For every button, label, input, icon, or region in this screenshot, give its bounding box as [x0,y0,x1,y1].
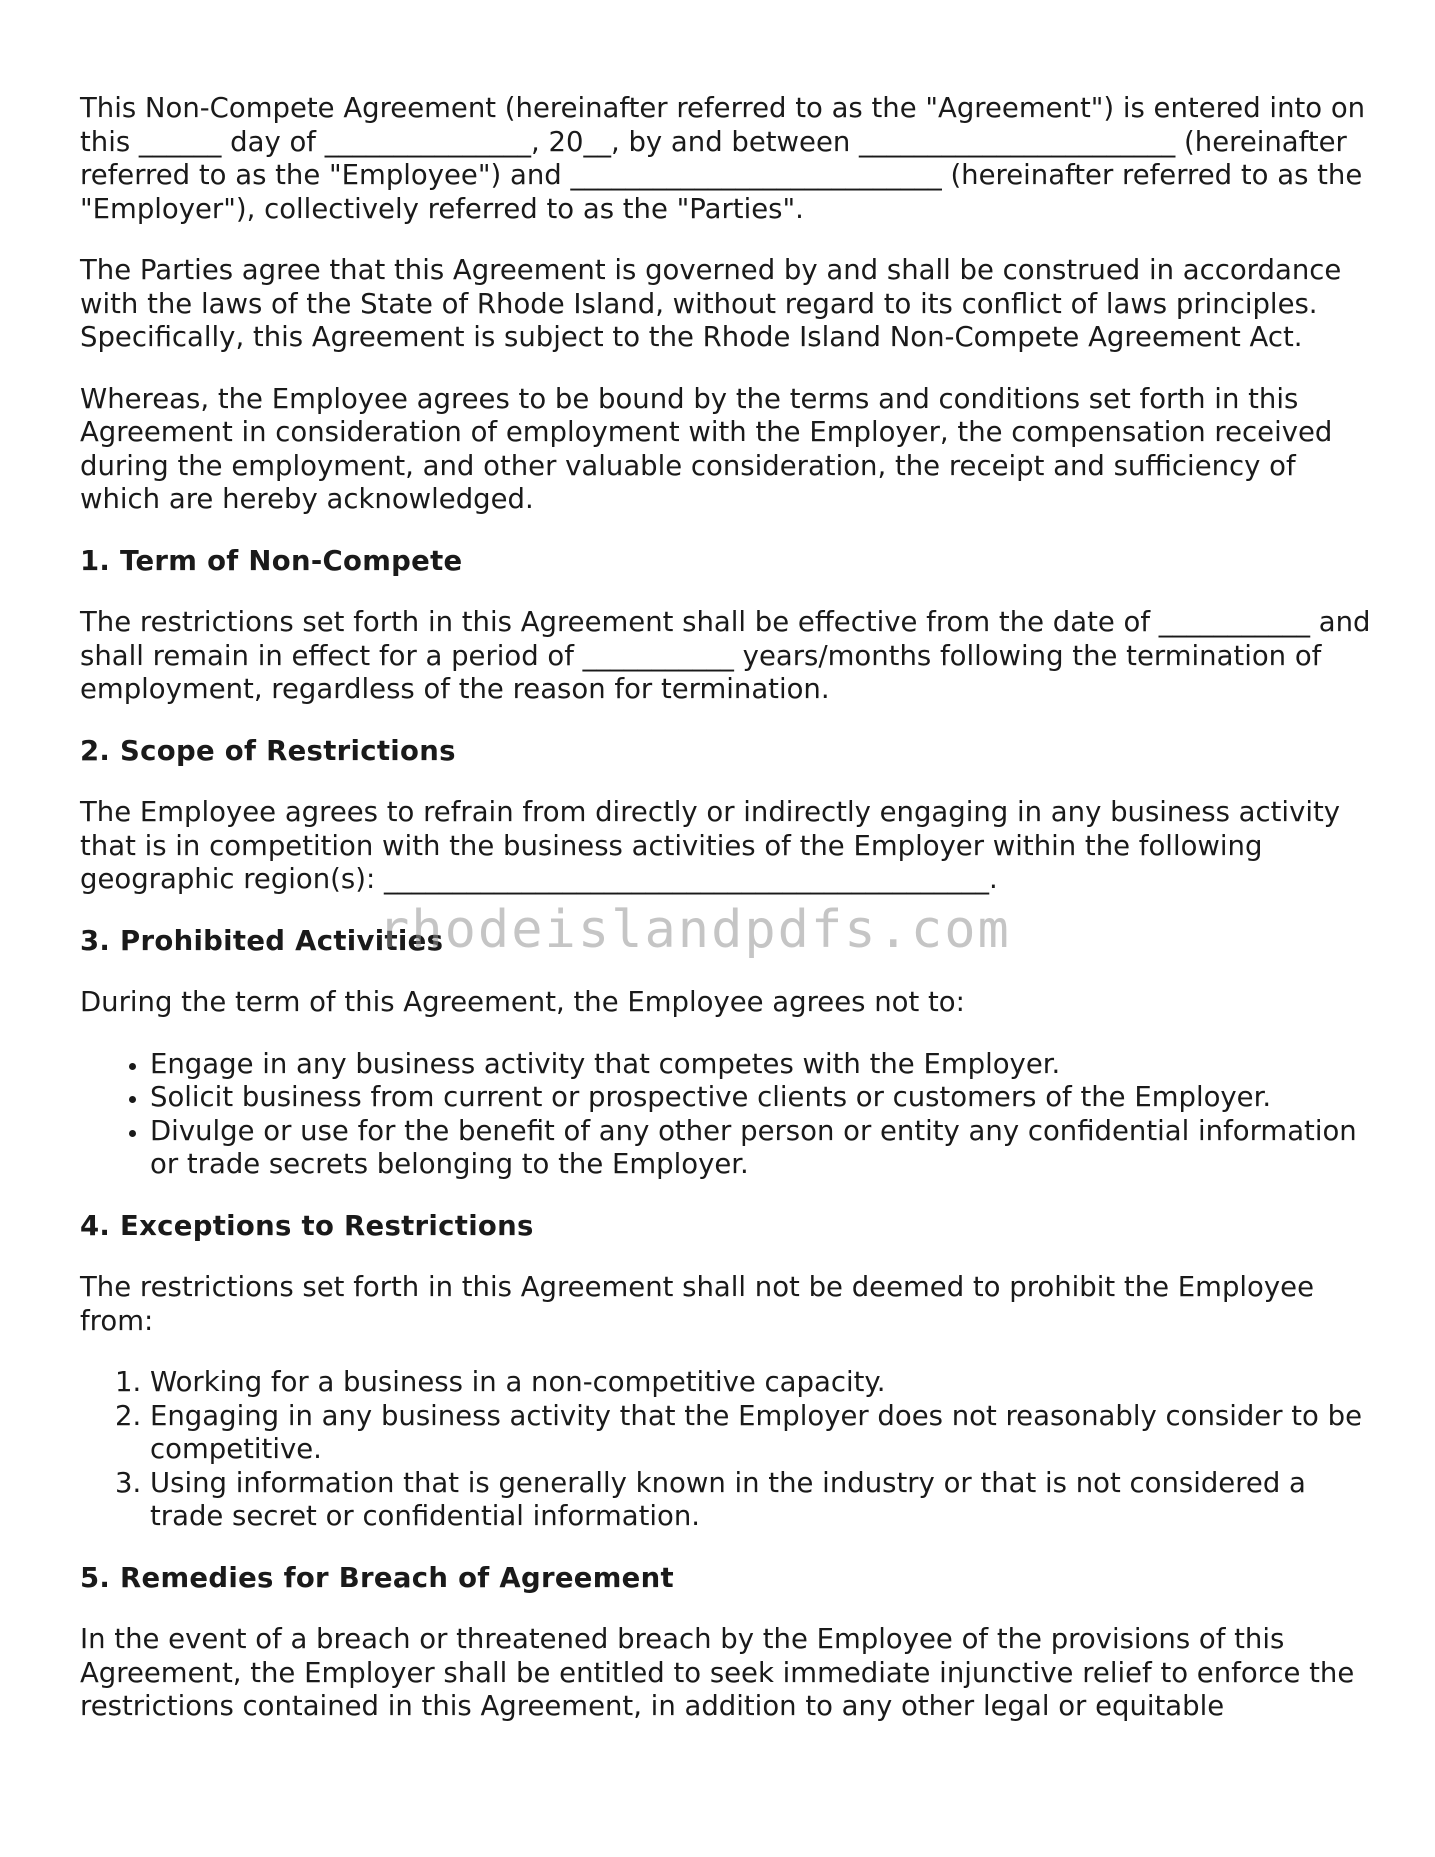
list-item: • Divulge or use for the benefit of any other person or entity any confidential information or trade secrets belonging to the Employer. [150,1115,1372,1182]
watermark: rhodeislandpdfs.com [378,900,1011,960]
section-heading-exceptions: 4. Exceptions to Restrictions [80,1209,534,1242]
exceptions-list [80,1366,1372,1534]
document-page [80,92,1372,1752]
section-body-term: The restrictions set forth in this Agreement shall be effective from the date of ___________ and shall remain in effect for a period of ___________ years/months following the termination of employment, regardless of the reason for termination. [80,606,1371,705]
list-item: • Solicit business from current or prospective clients or customers of the Employer. [150,1081,1372,1115]
intro-paragraph-whereas: Whereas, the Employee agrees to be bound by the terms and conditions set forth in this Agreement in consideration of employment with the Employer, the compensation received during the employment, and other valuable consideration, the receipt and sufficiency of which are hereby acknowledged. [80,382,1333,515]
section-heading-scope: 2. Scope of Restrictions [80,734,456,767]
list-item: 2. Engaging in any business activity that the Employer does not reasonably consider to be competitive. [150,1400,1372,1467]
section-heading-term: 1. Term of Non-Compete [80,544,463,577]
list-item: 3. Using information that is generally known in the industry or that is not considered a trade secret or confidential information. [150,1467,1372,1534]
prohibited-activities-list [80,1048,1372,1182]
section-body-scope: The Employee agrees to refrain from directly or indirectly engaging in any business activity that is in competition with the business activities of the Employer within the following geographic region(s): ____________________________________________. [80,796,1341,895]
intro-paragraph-parties: This Non-Compete Agreement (hereinafter referred to as the "Agreement") is entered into on this ______ day of _______________, 20__, by and between _______________________ (hereinafter referred to as the "Employee") and ___________________________ (hereinafter referred to as the "Employer"), collectively referred to as the "Parties". [80,92,1366,225]
intro-paragraph-governing-law: The Parties agree that this Agreement is governed by and shall be construed in accordance with the laws of the State of Rhode Island, without regard to its conflict of laws principles. Specifically, this Agreement is subject to the Rhode Island Non-Compete Agreement Act. [80,254,1342,353]
section-body-remedies: In the event of a breach or threatened breach by the Employee of the provisions of this Agreement, the Employer shall be entitled to seek immediate injunctive relief to enforce the restrictions contained in this Agreement, in addition to any other legal or equitable [80,1623,1355,1722]
list-item: • Engage in any business activity that competes with the Employer. [150,1048,1372,1082]
list-item: 1. Working for a business in a non-competitive capacity. [150,1366,1372,1400]
section-heading-remedies: 5. Remedies for Breach of Agreement [80,1561,674,1594]
section-heading-prohibited: 3. Prohibited Activities [80,924,444,957]
section-intro-prohibited: During the term of this Agreement, the Employee agrees not to: [80,986,965,1018]
section-intro-exceptions: The restrictions set forth in this Agreement shall not be deemed to prohibit the Employee from: [80,1271,1314,1337]
